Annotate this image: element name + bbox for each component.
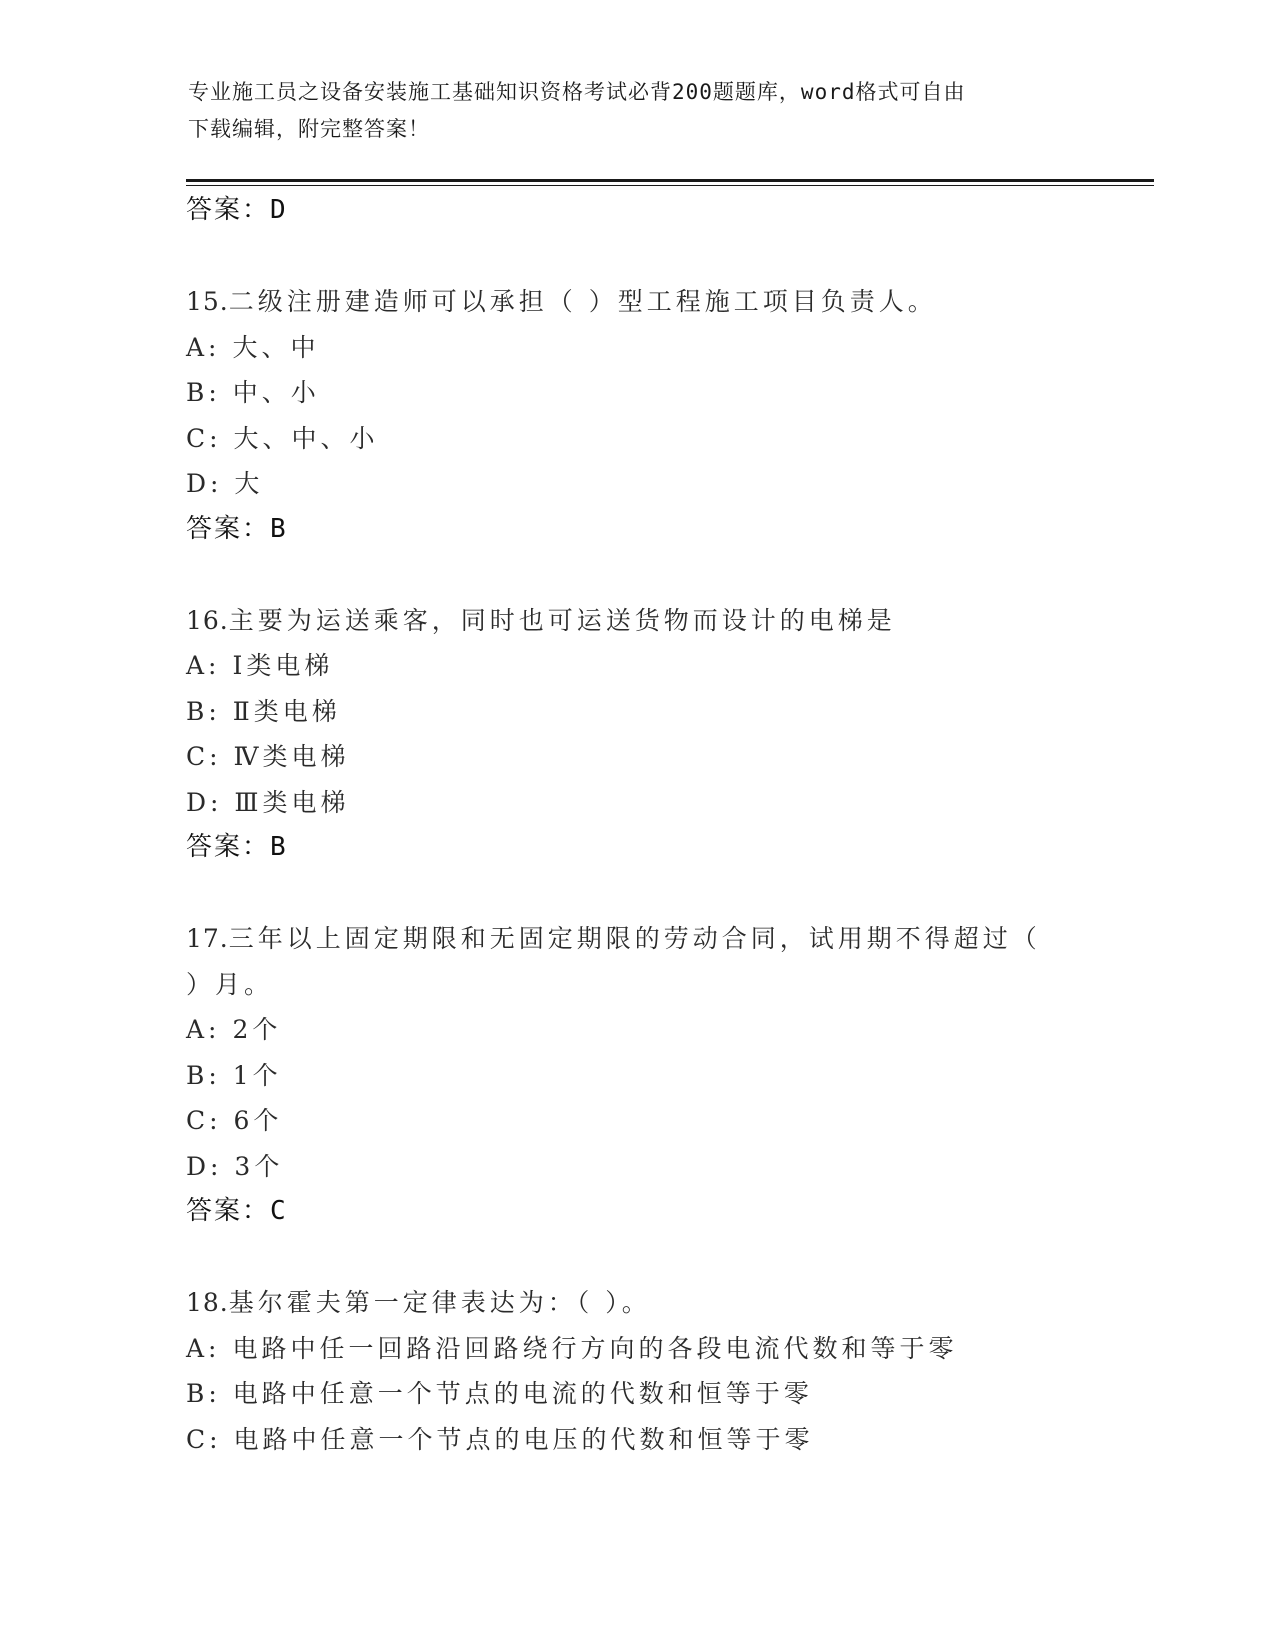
question-15-option-a xyxy=(186,325,1086,371)
option-text: 电路中任意一个节点的电压的代数和恒等于零 xyxy=(233,1424,814,1454)
question-text: 基尔霍夫第一定律表达为：（ ）。 xyxy=(228,1288,651,1317)
option-label: D: xyxy=(186,1151,223,1181)
answer-label: 答案： xyxy=(186,513,271,544)
option-label: C: xyxy=(186,1424,222,1454)
question-list xyxy=(186,188,1086,1462)
question-text: 主要为运送乘客，同时也可运送货物而设计的电梯是 xyxy=(228,605,896,635)
option-text: 3个 xyxy=(234,1151,284,1181)
question-18-option-b xyxy=(186,1371,1086,1417)
question-16-option-b xyxy=(186,689,1086,735)
question-18-option-a xyxy=(186,1326,1086,1372)
question-15-option-b xyxy=(186,370,1086,416)
question-18-option-c xyxy=(186,1417,1086,1463)
question-15-option-d xyxy=(186,461,1086,507)
option-label: D: xyxy=(186,469,223,498)
question-15-title xyxy=(186,279,1086,325)
question-number: 18. xyxy=(186,1288,229,1317)
header-rule-thin xyxy=(186,185,1154,186)
option-label: C: xyxy=(186,742,222,771)
question-number: 16. xyxy=(186,605,229,635)
question-16-option-a xyxy=(186,643,1086,689)
answer-label: 答案： xyxy=(186,832,271,862)
option-text: 大、中 xyxy=(232,332,320,362)
header-title-line-2: 下载编辑，附完整答案！ xyxy=(188,117,430,141)
question-16-option-d xyxy=(186,780,1086,826)
option-text: Ⅲ类电梯 xyxy=(234,787,350,817)
question-text: 三年以上固定期限和无固定期限的劳动合同，试用期不得超过（ xyxy=(228,924,1041,953)
question-15-answer xyxy=(186,507,1086,553)
spacer xyxy=(186,871,1086,917)
answer-label: 答案： xyxy=(186,1196,271,1226)
question-17-option-c xyxy=(186,1098,1086,1144)
option-label: A: xyxy=(186,1333,221,1363)
answer-value: D xyxy=(270,195,288,225)
question-number: 17. xyxy=(186,924,229,953)
option-text: Ⅳ类电梯 xyxy=(233,742,350,771)
spacer xyxy=(186,234,1086,280)
option-label: A: xyxy=(186,651,221,680)
option-text: 电路中任意一个节点的电流的代数和恒等于零 xyxy=(232,1379,813,1408)
option-text: 大 xyxy=(234,469,264,498)
option-text: Ⅰ类电梯 xyxy=(232,651,334,680)
spacer xyxy=(186,1235,1086,1281)
question-17-option-b xyxy=(186,1053,1086,1099)
option-text: 中、小 xyxy=(232,378,320,407)
option-text: Ⅱ类电梯 xyxy=(232,696,341,726)
answer-line-q14 xyxy=(186,188,1086,234)
option-text: 电路中任一回路沿回路绕行方向的各段电流代数和等于零 xyxy=(232,1333,958,1363)
header-title-line-1: 专业施工员之设备安装施工基础知识资格考试必背200题题库，word格式可自由 xyxy=(188,80,966,104)
option-text: 大、中、小 xyxy=(233,423,379,453)
answer-value: C xyxy=(270,1196,288,1226)
question-18-title xyxy=(186,1280,1086,1326)
question-16-title xyxy=(186,598,1086,644)
question-text: 二级注册建造师可以承担（ ）型工程施工项目负责人。 xyxy=(228,287,937,316)
option-label: A: xyxy=(186,332,221,362)
option-label: D: xyxy=(186,787,223,817)
question-17-title xyxy=(186,916,1086,962)
question-17-option-d xyxy=(186,1144,1086,1190)
question-17-option-a xyxy=(186,1007,1086,1053)
page-header xyxy=(188,74,1068,148)
option-text: 6个 xyxy=(233,1106,283,1135)
question-17-answer xyxy=(186,1189,1086,1235)
answer-value: B xyxy=(270,513,288,544)
question-number: 15. xyxy=(186,287,229,316)
option-label: B: xyxy=(186,1379,221,1408)
header-rule-thick xyxy=(186,179,1154,182)
option-label: B: xyxy=(186,1060,221,1090)
question-17-title-continued: ）月。 xyxy=(186,969,274,999)
question-16-answer xyxy=(186,825,1086,871)
option-label: A: xyxy=(186,1015,221,1044)
option-label: C: xyxy=(186,423,222,453)
question-16-option-c xyxy=(186,734,1086,780)
option-label: B: xyxy=(186,696,221,726)
answer-label: 答案： xyxy=(186,195,271,225)
option-label: C: xyxy=(186,1106,222,1135)
question-15-option-c xyxy=(186,416,1086,462)
answer-value: B xyxy=(270,832,288,862)
option-text: 1个 xyxy=(232,1060,282,1090)
option-label: B: xyxy=(186,378,221,407)
spacer xyxy=(186,552,1086,598)
option-text: 2个 xyxy=(232,1015,282,1044)
